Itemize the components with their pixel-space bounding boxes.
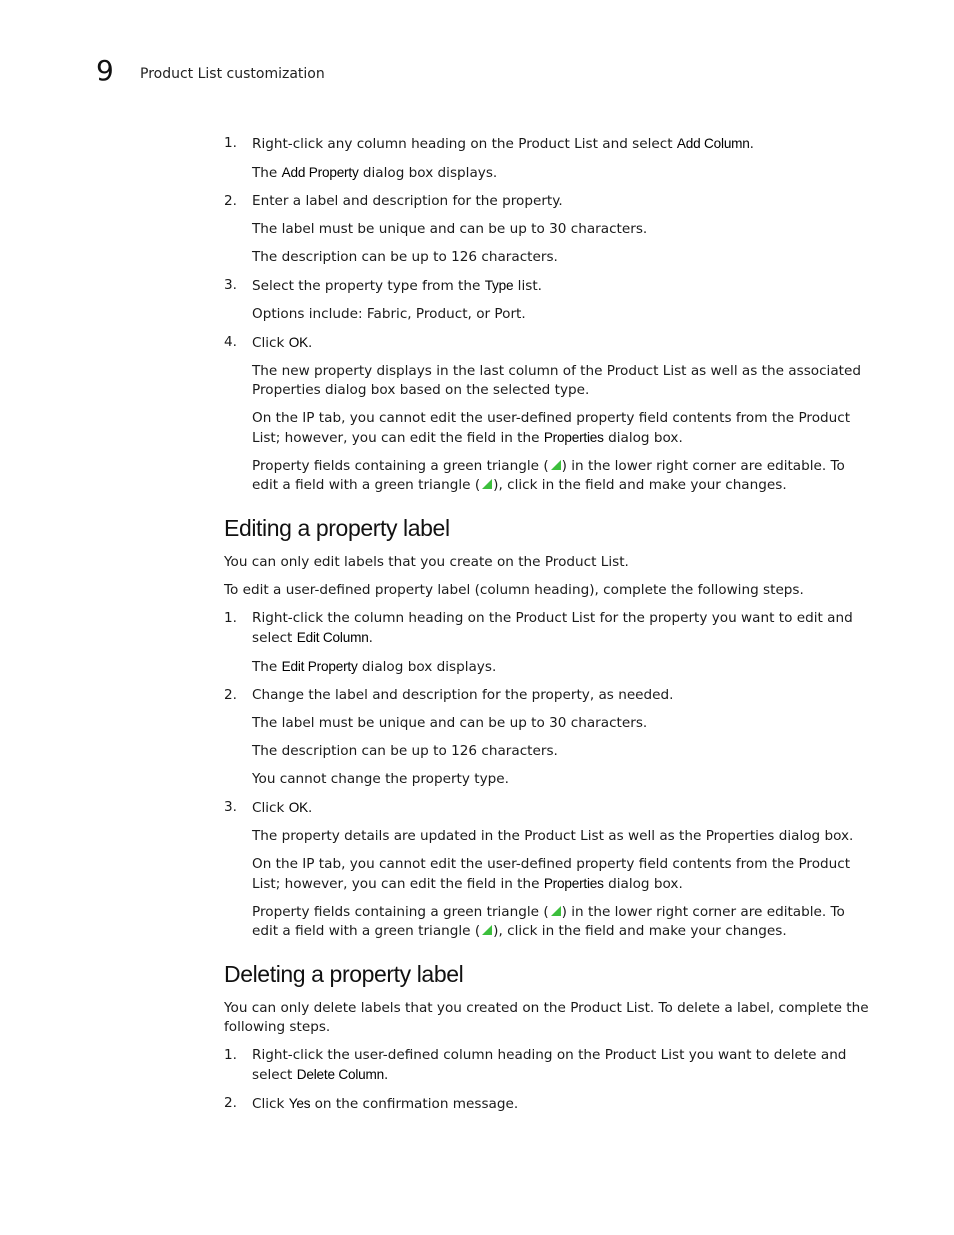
ui-type: Type	[484, 278, 514, 293]
note-text: On the IP tab, you cannot edit the user-defined property field contents from the Product List; however, you can edit the field in the	[252, 410, 851, 446]
step-text: on the confirmation message.	[310, 1096, 519, 1112]
ui-edit-column: Edit Column	[296, 630, 369, 645]
note-text: ), click in the field and make your changes.	[493, 923, 787, 939]
ui-add-property: Add Property	[281, 165, 359, 180]
step-text: Right-click the column heading on the Product List for the property you want to edit and select	[252, 610, 853, 646]
chapter-title: Product List customization	[140, 66, 325, 82]
step-text: Select the property type from the	[252, 278, 485, 294]
step-note	[224, 903, 874, 941]
step-text: .	[368, 630, 373, 646]
note-text: ) in the lower right corner are editable. To edit a field with a green triangle (	[252, 458, 845, 493]
page-content	[224, 134, 874, 1123]
ui-edit-property: Edit Property	[281, 659, 358, 674]
ui-properties: Properties	[543, 430, 604, 445]
note-text: ), click in the field and make your changes.	[493, 477, 787, 493]
step-number: 2.	[224, 687, 237, 703]
ui-yes: Yes	[288, 1096, 311, 1111]
step-text: Change the label and description for the property, as needed.	[252, 687, 674, 703]
paragraph: To edit a user-defined property label (column heading), complete the following steps.	[224, 582, 804, 598]
step-select-type	[224, 276, 874, 296]
step-number: 2.	[224, 1095, 237, 1111]
ui-properties: Properties	[543, 876, 604, 891]
green-triangle-icon	[549, 459, 562, 471]
step-number: 1.	[224, 610, 237, 626]
paragraph: You can only edit labels that you create on the Product List.	[224, 554, 629, 570]
step-number: 1.	[224, 1047, 237, 1063]
step-note: The description can be up to 126 characters.	[252, 743, 558, 759]
step-result	[224, 657, 874, 677]
step-text: Right-click any column heading on the Product List and select	[252, 136, 677, 152]
note-text: Property fields containing a green triangle (	[252, 904, 549, 920]
note-text: dialog box.	[603, 430, 683, 446]
step-number: 1.	[224, 135, 237, 151]
section-heading-editing: Editing a property label	[224, 515, 450, 541]
step-note	[224, 855, 874, 894]
ui-delete-column: Delete Column	[296, 1067, 385, 1082]
step-text: Click	[252, 800, 289, 816]
step-note: The property details are updated in the Product List as well as the Properties dialog box.	[252, 828, 854, 844]
step-text: list.	[513, 278, 542, 294]
step-text: Click	[252, 335, 289, 351]
chapter-number: 9	[96, 54, 114, 87]
step-text: .	[749, 136, 754, 152]
step-text: Right-click the user-defined column heading on the Product List you want to delete and select	[252, 1047, 847, 1083]
step-text: .	[307, 800, 313, 816]
step-text: Click	[252, 1096, 289, 1112]
step-text: .	[384, 1067, 389, 1083]
green-triangle-icon	[480, 478, 493, 490]
green-triangle-icon	[480, 924, 493, 936]
paragraph: You can only delete labels that you created on the Product List. To delete a label, complete the following steps.	[224, 1000, 869, 1035]
result-text: dialog box displays.	[357, 659, 497, 675]
step-note: The label must be unique and can be up to 30 characters.	[252, 715, 648, 731]
ui-ok: OK	[288, 800, 308, 815]
step-delete-column	[224, 1046, 874, 1085]
step-text: Enter a label and description for the property.	[252, 193, 563, 209]
step-change-label	[224, 686, 874, 705]
section-heading-deleting: Deleting a property label	[224, 961, 464, 987]
step-note: The description can be up to 126 characters.	[252, 249, 558, 265]
note-text: ) in the lower right corner are editable. To edit a field with a green triangle (	[252, 904, 845, 939]
note-text: Property fields containing a green triangle (	[252, 458, 549, 474]
step-note: The label must be unique and can be up to 30 characters.	[252, 221, 648, 237]
step-text: .	[307, 335, 313, 351]
ui-add-column: Add Column	[676, 136, 750, 151]
step-click-ok	[224, 333, 874, 353]
step-note	[224, 409, 874, 448]
step-enter-label	[224, 192, 874, 211]
step-number: 3.	[224, 277, 237, 293]
step-add-column	[224, 134, 874, 154]
step-number: 4.	[224, 334, 237, 350]
result-text: dialog box displays.	[358, 165, 498, 181]
step-note: The new property displays in the last column of the Product List as well as the associated Properties dialog box based on the selected type.	[252, 363, 861, 398]
step-click-ok	[224, 798, 874, 818]
ui-ok: OK	[288, 335, 308, 350]
green-triangle-icon	[549, 905, 562, 917]
note-text: On the IP tab, you cannot edit the user-defined property field contents from the Product List; however, you can edit the field in the	[252, 856, 851, 892]
step-edit-column	[224, 609, 874, 648]
result-text: The	[252, 165, 282, 181]
step-note: Options include: Fabric, Product, or Port.	[252, 306, 526, 322]
result-text: The	[252, 659, 282, 675]
note-text: dialog box.	[603, 876, 683, 892]
step-confirm	[224, 1094, 874, 1114]
step-result	[224, 163, 874, 183]
step-number: 3.	[224, 799, 237, 815]
step-note	[224, 457, 874, 495]
step-note: You cannot change the property type.	[252, 771, 509, 787]
step-number: 2.	[224, 193, 237, 209]
